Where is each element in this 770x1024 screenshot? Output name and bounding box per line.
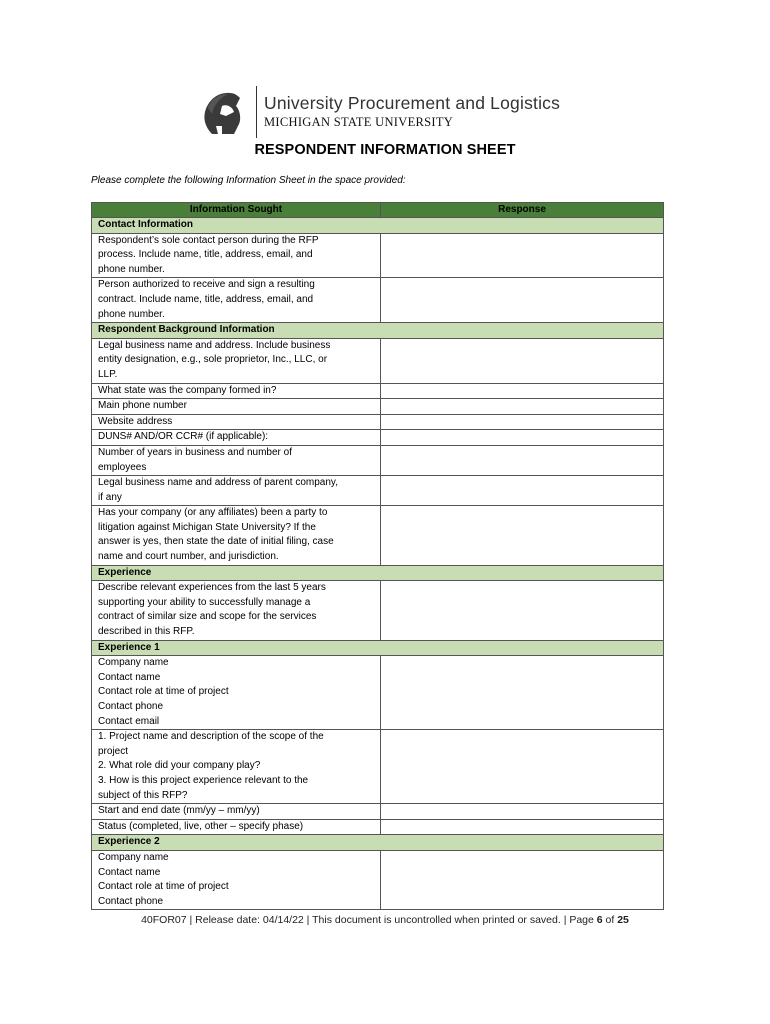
info-cell: [92, 656, 381, 730]
info-cell: [92, 278, 381, 323]
info-line: Contact role at time of project: [98, 686, 229, 698]
info-line: project: [98, 745, 129, 757]
org-name: University Procurement and Logistics: [264, 93, 561, 113]
info-line: subject of this RFP?: [98, 789, 188, 801]
response-cell[interactable]: [381, 445, 664, 475]
response-cell[interactable]: [381, 476, 664, 506]
response-cell[interactable]: [381, 819, 664, 835]
info-line: Contact phone: [98, 701, 164, 712]
table-row: [92, 850, 664, 909]
section-experience-2: Experience 2: [92, 835, 664, 851]
section-row: [92, 218, 664, 234]
info-line: supporting your ability to successfully manage a: [98, 596, 311, 608]
table-row: [92, 399, 664, 415]
info-line: Contact name: [98, 671, 161, 683]
info-cell: [92, 581, 381, 640]
info-line: employees: [98, 461, 147, 473]
footer-text: 40FOR07 | Release date: 04/14/22 | This document is uncontrolled when printed or saved. | Page: [141, 914, 597, 926]
section-row: [92, 323, 664, 339]
response-cell[interactable]: [381, 233, 664, 278]
info-cell: [92, 338, 381, 383]
table-row: [92, 233, 664, 278]
response-cell[interactable]: [381, 414, 664, 430]
response-cell[interactable]: [381, 850, 664, 909]
response-cell[interactable]: [381, 383, 664, 399]
info-line: contract. Include name, title, address, email, and: [98, 293, 314, 305]
table-row: [92, 656, 664, 730]
info-line: Person authorized to receive and sign a resulting: [98, 279, 315, 291]
info-line: phone number.: [98, 308, 165, 320]
table-row: [92, 338, 664, 383]
table-row: [92, 804, 664, 820]
column-header-info: Information Sought: [92, 203, 381, 218]
info-cell: DUNS# AND/OR CCR# (if applicable):: [92, 430, 381, 446]
info-cell: Main phone number: [92, 399, 381, 415]
response-cell[interactable]: [381, 730, 664, 804]
info-cell: Start and end date (mm/yy – mm/yy): [92, 804, 381, 820]
page-title: RESPONDENT INFORMATION SHEET: [254, 142, 516, 158]
info-cell: What state was the company formed in?: [92, 383, 381, 399]
info-cell: [92, 506, 381, 565]
info-cell: Website address: [92, 414, 381, 430]
info-line: Contact phone: [98, 895, 164, 907]
table-row: [92, 819, 664, 835]
table-row: [92, 445, 664, 475]
intro-text: Please complete the following Information Sheet in the space provided:: [91, 175, 406, 186]
info-cell: [92, 476, 381, 506]
info-line: process. Include name, title, address, email, and: [98, 249, 313, 261]
spartan-helmet-icon: [200, 90, 246, 138]
info-line: Contact name: [98, 866, 161, 878]
response-cell[interactable]: [381, 430, 664, 446]
respondent-info-table: [91, 202, 664, 910]
document-header: [200, 86, 580, 142]
info-cell: [92, 850, 381, 909]
info-line: Legal business name and address of parent company,: [98, 477, 338, 489]
section-row: [92, 565, 664, 581]
info-line: 3. How is this project experience relevant to the: [98, 774, 309, 786]
response-cell[interactable]: [381, 278, 664, 323]
response-cell[interactable]: [381, 506, 664, 565]
response-cell[interactable]: [381, 804, 664, 820]
footer-page-number: 6: [596, 914, 603, 926]
table-row: [92, 506, 664, 565]
section-row: [92, 640, 664, 656]
info-line: Respondent’s sole contact person during the RFP: [98, 234, 319, 246]
table-row: [92, 581, 664, 640]
table-row: [92, 430, 664, 446]
response-cell[interactable]: [381, 338, 664, 383]
info-line: Contact role at time of project: [98, 881, 229, 893]
info-line: entity designation, e.g., sole proprietor, Inc., LLC, or: [98, 354, 328, 366]
info-line: name and court number, and jurisdiction.: [98, 551, 279, 563]
table-row: [92, 278, 664, 323]
info-line: Company name: [98, 657, 169, 669]
column-header-response: Response: [381, 203, 664, 218]
info-cell: [92, 233, 381, 278]
table-row: [92, 476, 664, 506]
response-cell[interactable]: [381, 656, 664, 730]
info-cell: [92, 445, 381, 475]
info-line: Legal business name and address. Include business: [98, 339, 331, 351]
table-row: [92, 414, 664, 430]
header-divider: [256, 86, 257, 138]
section-contact: Contact Information: [92, 218, 664, 234]
section-background: Respondent Background Information: [92, 323, 664, 339]
table-header-row: [92, 203, 664, 218]
info-line: described in this RFP.: [98, 626, 195, 638]
info-cell: Status (completed, live, other – specify phase): [92, 819, 381, 835]
info-line: phone number.: [98, 263, 165, 275]
response-cell[interactable]: [381, 581, 664, 640]
info-line: 2. What role did your company play?: [98, 760, 261, 772]
info-line: Describe relevant experiences from the last 5 years: [98, 582, 326, 594]
info-cell: [92, 730, 381, 804]
info-line: Has your company (or any affiliates) been a party to: [98, 507, 328, 519]
info-line: if any: [98, 491, 122, 503]
info-line: Number of years in business and number of: [98, 446, 292, 458]
info-line: contract of similar size and scope for the services: [98, 611, 317, 623]
info-line: Contact email: [98, 715, 160, 727]
table-row: [92, 730, 664, 804]
section-experience: Experience: [92, 565, 664, 581]
footer-page-total: 25: [617, 914, 629, 926]
info-line: litigation against Michigan State University? If the: [98, 521, 316, 533]
footer-of: of: [602, 914, 618, 926]
info-line: answer is yes, then state the date of initial filing, case: [98, 536, 334, 548]
info-line: LLP.: [98, 368, 118, 380]
page-footer: [0, 914, 770, 926]
table-row: [92, 383, 664, 399]
info-line: 1. Project name and description of the scope of the: [98, 731, 324, 743]
response-cell[interactable]: [381, 399, 664, 415]
section-experience-1: Experience 1: [92, 640, 664, 656]
section-row: [92, 835, 664, 851]
info-line: Company name: [98, 851, 169, 863]
university-name: MICHIGAN STATE UNIVERSITY: [264, 115, 454, 129]
